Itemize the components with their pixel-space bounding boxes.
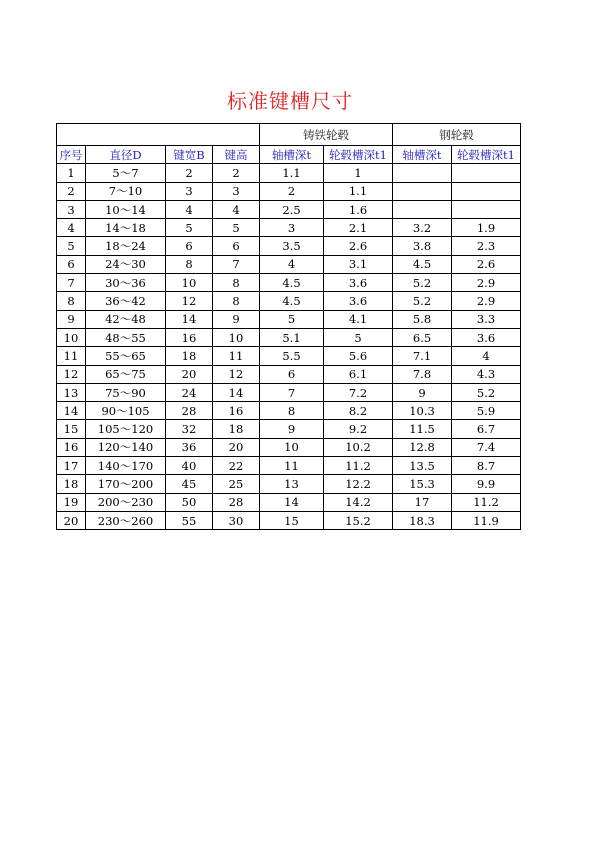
cell-diameter: 24～30: [86, 255, 166, 273]
cell-cast-shaft-depth: 2.5: [260, 200, 324, 218]
cell-steel-shaft-depth: [393, 200, 452, 218]
cell-key-height: 8: [213, 274, 260, 292]
cell-cast-hub-depth: 5: [324, 328, 393, 346]
cell-key-height: 22: [213, 457, 260, 475]
cell-cast-hub-depth: 10.2: [324, 438, 393, 456]
cell-steel-hub-depth: 5.9: [452, 402, 521, 420]
cell-seq: 5: [57, 237, 86, 255]
cell-steel-hub-depth: 2.6: [452, 255, 521, 273]
cell-diameter: 55～65: [86, 347, 166, 365]
cell-steel-hub-depth: 8.7: [452, 457, 521, 475]
cell-diameter: 30～36: [86, 274, 166, 292]
cell-diameter: 7～10: [86, 182, 166, 200]
cell-cast-shaft-depth: 8: [260, 402, 324, 420]
cell-cast-shaft-depth: 11: [260, 457, 324, 475]
cell-steel-hub-depth: 7.4: [452, 438, 521, 456]
cell-steel-hub-depth: 4.3: [452, 365, 521, 383]
cell-key-height: 5: [213, 219, 260, 237]
header-diameter: 直径D: [86, 146, 166, 164]
table-row: [57, 475, 521, 493]
cell-key-height: 16: [213, 402, 260, 420]
table-row: [57, 328, 521, 346]
cell-diameter: 14～18: [86, 219, 166, 237]
cell-steel-hub-depth: [452, 182, 521, 200]
table-row: [57, 402, 521, 420]
cell-steel-shaft-depth: 9: [393, 383, 452, 401]
cell-seq: 18: [57, 475, 86, 493]
cell-key-height: 14: [213, 383, 260, 401]
cell-steel-shaft-depth: 5.2: [393, 292, 452, 310]
cell-steel-hub-depth: 3.6: [452, 328, 521, 346]
cell-key-width: 16: [166, 328, 213, 346]
cell-diameter: 75～90: [86, 383, 166, 401]
cell-key-height: 9: [213, 310, 260, 328]
table-row: [57, 219, 521, 237]
table-row: [57, 438, 521, 456]
cell-diameter: 90～105: [86, 402, 166, 420]
cell-seq: 10: [57, 328, 86, 346]
cell-key-width: 40: [166, 457, 213, 475]
cell-key-width: 4: [166, 200, 213, 218]
cell-diameter: 200～230: [86, 493, 166, 511]
cell-cast-shaft-depth: 3.5: [260, 237, 324, 255]
cell-key-height: 2: [213, 164, 260, 182]
header-key-width: 键宽B: [166, 146, 213, 164]
cell-steel-shaft-depth: 7.1: [393, 347, 452, 365]
cell-steel-shaft-depth: 17: [393, 493, 452, 511]
cell-cast-hub-depth: 7.2: [324, 383, 393, 401]
page-title: 标准键槽尺寸: [227, 89, 353, 113]
cell-seq: 14: [57, 402, 86, 420]
cell-key-height: 6: [213, 237, 260, 255]
cell-key-width: 14: [166, 310, 213, 328]
cell-key-width: 32: [166, 420, 213, 438]
cell-cast-hub-depth: 14.2: [324, 493, 393, 511]
cell-cast-hub-depth: 5.6: [324, 347, 393, 365]
cell-key-width: 18: [166, 347, 213, 365]
cell-steel-hub-depth: 2.3: [452, 237, 521, 255]
table-row: [57, 347, 521, 365]
group-header-row: [57, 124, 521, 146]
cell-cast-hub-depth: 1.6: [324, 200, 393, 218]
cell-key-width: 50: [166, 493, 213, 511]
cell-key-height: 30: [213, 511, 260, 529]
cell-seq: 13: [57, 383, 86, 401]
cell-diameter: 5～7: [86, 164, 166, 182]
table-body: [57, 164, 521, 530]
cell-steel-hub-depth: 3.3: [452, 310, 521, 328]
group-header-blank: [57, 124, 260, 146]
cell-diameter: 230～260: [86, 511, 166, 529]
cell-key-width: 10: [166, 274, 213, 292]
cell-seq: 2: [57, 182, 86, 200]
cell-steel-shaft-depth: [393, 182, 452, 200]
cell-key-height: 7: [213, 255, 260, 273]
cell-steel-hub-depth: 11.2: [452, 493, 521, 511]
cell-cast-shaft-depth: 15: [260, 511, 324, 529]
cell-key-width: 3: [166, 182, 213, 200]
cell-cast-hub-depth: 3.6: [324, 292, 393, 310]
cell-diameter: 105～120: [86, 420, 166, 438]
cell-steel-shaft-depth: 10.3: [393, 402, 452, 420]
header-cast-hub-depth: 轮毂槽深t1: [324, 146, 393, 164]
cell-cast-hub-depth: 1.1: [324, 182, 393, 200]
cell-seq: 12: [57, 365, 86, 383]
cell-cast-shaft-depth: 3: [260, 219, 324, 237]
cell-key-height: 25: [213, 475, 260, 493]
cell-steel-shaft-depth: 11.5: [393, 420, 452, 438]
column-header-row: [57, 146, 521, 164]
cell-seq: 19: [57, 493, 86, 511]
cell-key-width: 45: [166, 475, 213, 493]
group-cast-iron: 铸铁轮毂: [260, 124, 393, 146]
cell-key-width: 8: [166, 255, 213, 273]
table-row: [57, 420, 521, 438]
cell-cast-hub-depth: 15.2: [324, 511, 393, 529]
cell-cast-hub-depth: 3.6: [324, 274, 393, 292]
cell-cast-shaft-depth: 1.1: [260, 164, 324, 182]
cell-key-width: 55: [166, 511, 213, 529]
cell-steel-shaft-depth: 3.8: [393, 237, 452, 255]
cell-seq: 8: [57, 292, 86, 310]
cell-diameter: 10～14: [86, 200, 166, 218]
cell-key-width: 20: [166, 365, 213, 383]
cell-steel-hub-depth: 9.9: [452, 475, 521, 493]
cell-steel-shaft-depth: 6.5: [393, 328, 452, 346]
table-row: [57, 457, 521, 475]
cell-seq: 3: [57, 200, 86, 218]
cell-diameter: 65～75: [86, 365, 166, 383]
cell-seq: 1: [57, 164, 86, 182]
cell-seq: 11: [57, 347, 86, 365]
group-steel: 钢轮毂: [393, 124, 521, 146]
cell-seq: 4: [57, 219, 86, 237]
cell-cast-shaft-depth: 13: [260, 475, 324, 493]
cell-cast-shaft-depth: 2: [260, 182, 324, 200]
cell-steel-shaft-depth: 13.5: [393, 457, 452, 475]
cell-diameter: 170～200: [86, 475, 166, 493]
cell-diameter: 42～48: [86, 310, 166, 328]
cell-steel-hub-depth: [452, 200, 521, 218]
cell-key-width: 28: [166, 402, 213, 420]
cell-steel-shaft-depth: 5.8: [393, 310, 452, 328]
cell-steel-hub-depth: 2.9: [452, 292, 521, 310]
cell-seq: 20: [57, 511, 86, 529]
header-seq: 序号: [57, 146, 86, 164]
cell-key-height: 12: [213, 365, 260, 383]
header-steel-shaft-depth: 轴槽深t: [393, 146, 452, 164]
cell-steel-shaft-depth: 7.8: [393, 365, 452, 383]
cell-steel-shaft-depth: 15.3: [393, 475, 452, 493]
cell-diameter: 140～170: [86, 457, 166, 475]
cell-steel-shaft-depth: 5.2: [393, 274, 452, 292]
cell-key-height: 8: [213, 292, 260, 310]
cell-steel-hub-depth: 5.2: [452, 383, 521, 401]
cell-cast-shaft-depth: 4.5: [260, 292, 324, 310]
table-row: [57, 511, 521, 529]
cell-steel-hub-depth: [452, 164, 521, 182]
cell-cast-hub-depth: 2.1: [324, 219, 393, 237]
table-row: [57, 164, 521, 182]
cell-steel-shaft-depth: [393, 164, 452, 182]
keyway-table: [56, 123, 521, 530]
cell-key-width: 2: [166, 164, 213, 182]
cell-cast-hub-depth: 12.2: [324, 475, 393, 493]
cell-key-width: 12: [166, 292, 213, 310]
cell-steel-shaft-depth: 3.2: [393, 219, 452, 237]
table-row: [57, 493, 521, 511]
cell-cast-shaft-depth: 5: [260, 310, 324, 328]
cell-cast-hub-depth: 1: [324, 164, 393, 182]
cell-key-width: 24: [166, 383, 213, 401]
cell-cast-shaft-depth: 14: [260, 493, 324, 511]
cell-key-width: 5: [166, 219, 213, 237]
cell-cast-hub-depth: 2.6: [324, 237, 393, 255]
cell-cast-shaft-depth: 5.5: [260, 347, 324, 365]
header-steel-hub-depth: 轮毂槽深t1: [452, 146, 521, 164]
table-row: [57, 255, 521, 273]
cell-cast-hub-depth: 3.1: [324, 255, 393, 273]
cell-seq: 6: [57, 255, 86, 273]
cell-cast-hub-depth: 8.2: [324, 402, 393, 420]
cell-cast-shaft-depth: 6: [260, 365, 324, 383]
cell-cast-shaft-depth: 7: [260, 383, 324, 401]
table-row: [57, 182, 521, 200]
cell-key-width: 6: [166, 237, 213, 255]
cell-cast-shaft-depth: 9: [260, 420, 324, 438]
table-row: [57, 200, 521, 218]
cell-key-height: 10: [213, 328, 260, 346]
cell-seq: 16: [57, 438, 86, 456]
cell-cast-shaft-depth: 10: [260, 438, 324, 456]
cell-steel-hub-depth: 4: [452, 347, 521, 365]
cell-cast-shaft-depth: 5.1: [260, 328, 324, 346]
cell-steel-hub-depth: 1.9: [452, 219, 521, 237]
cell-cast-shaft-depth: 4.5: [260, 274, 324, 292]
cell-key-height: 28: [213, 493, 260, 511]
cell-steel-shaft-depth: 18.3: [393, 511, 452, 529]
header-key-height: 键高: [213, 146, 260, 164]
cell-cast-hub-depth: 4.1: [324, 310, 393, 328]
cell-steel-hub-depth: 6.7: [452, 420, 521, 438]
cell-diameter: 36～42: [86, 292, 166, 310]
cell-cast-hub-depth: 6.1: [324, 365, 393, 383]
cell-seq: 17: [57, 457, 86, 475]
table-row: [57, 383, 521, 401]
cell-key-width: 36: [166, 438, 213, 456]
table-row: [57, 365, 521, 383]
table-row: [57, 237, 521, 255]
cell-cast-shaft-depth: 4: [260, 255, 324, 273]
cell-key-height: 18: [213, 420, 260, 438]
cell-seq: 15: [57, 420, 86, 438]
cell-cast-hub-depth: 11.2: [324, 457, 393, 475]
header-cast-shaft-depth: 轴槽深t: [260, 146, 324, 164]
cell-steel-hub-depth: 11.9: [452, 511, 521, 529]
table-row: [57, 274, 521, 292]
cell-key-height: 3: [213, 182, 260, 200]
cell-diameter: 120～140: [86, 438, 166, 456]
cell-steel-shaft-depth: 12.8: [393, 438, 452, 456]
table-row: [57, 310, 521, 328]
cell-steel-shaft-depth: 4.5: [393, 255, 452, 273]
cell-diameter: 48～55: [86, 328, 166, 346]
cell-seq: 7: [57, 274, 86, 292]
cell-cast-hub-depth: 9.2: [324, 420, 393, 438]
cell-steel-hub-depth: 2.9: [452, 274, 521, 292]
cell-key-height: 4: [213, 200, 260, 218]
cell-key-height: 11: [213, 347, 260, 365]
cell-seq: 9: [57, 310, 86, 328]
table-row: [57, 292, 521, 310]
cell-diameter: 18～24: [86, 237, 166, 255]
cell-key-height: 20: [213, 438, 260, 456]
